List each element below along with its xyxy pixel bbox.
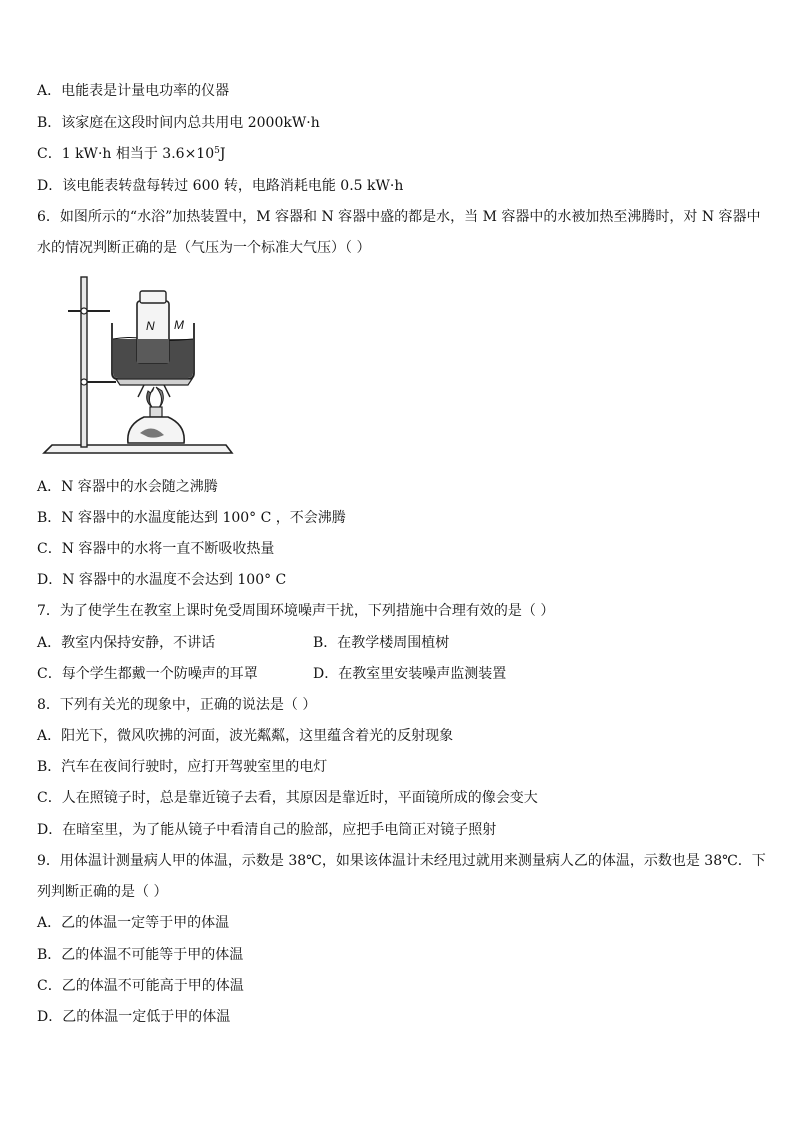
water-bath-apparatus-figure: [40, 275, 236, 465]
q6-option-a: A．N 容器中的水会随之沸腾: [37, 479, 218, 495]
q7-option-a: A．教室内保持安静，不讲话: [37, 635, 216, 651]
q8-option-a: A．阳光下，微风吹拂的河面，波光粼粼，这里蕴含着光的反射现象: [37, 728, 454, 744]
q6-stem-line1: 6．如图所示的“水浴”加热装置中，M 容器和 N 容器中盛的都是水，当 M 容器中的水被加热至沸腾时，对 N 容器中: [37, 209, 761, 225]
q5-option-c: [37, 145, 225, 163]
q5-option-b: B．该家庭在这段时间内总共用电 2000kW·h: [37, 115, 320, 131]
q6-option-b: B．N 容器中的水温度能达到 100° C ，不会沸腾: [37, 510, 346, 526]
q6-option-d: D．N 容器中的水温度不会达到 100° C: [37, 572, 287, 588]
q5-option-c-text: C．1 kW·h 相当于 3.6×10: [37, 146, 215, 162]
q9-stem-line2: 列判断正确的是（ ）: [37, 884, 168, 900]
q8-option-d: D．在暗室里，为了能从镜子中看清自己的脸部，应把手电筒正对镜子照射: [37, 822, 497, 838]
q7-options-row1: [37, 634, 450, 652]
q9-stem-line1: 9．用体温计测量病人甲的体温，示数是 38℃，如果该体温计未经甩过就用来测量病人乙的体温，示数也是 38℃．下: [37, 853, 766, 869]
q5-option-c-unit: J: [219, 146, 226, 162]
figure-label-m: M: [174, 318, 184, 332]
figure-label-n: N: [146, 319, 155, 333]
q8-stem: 8．下列有关光的现象中，正确的说法是（ ）: [37, 697, 317, 713]
q7-stem: 7．为了使学生在教室上课时免受周围环境噪声干扰，下列措施中合理有效的是（ ）: [37, 603, 555, 619]
q7-options-row2: [37, 665, 507, 683]
q9-option-a: A．乙的体温一定等于甲的体温: [37, 915, 230, 931]
q9-option-b: B．乙的体温不可能等于甲的体温: [37, 947, 244, 963]
water-bath-apparatus-drawing: [40, 275, 236, 465]
q5-option-d: D．该电能表转盘每转过 600 转，电路消耗电能 0.5 kW·h: [37, 178, 404, 194]
q7-option-b: B．在教学楼周围植树: [313, 635, 450, 651]
q6-option-c: C．N 容器中的水将一直不断吸收热量: [37, 541, 275, 557]
q7-option-d: D．在教室里安装噪声监测装置: [313, 666, 507, 682]
q7-option-c: C．每个学生都戴一个防噪声的耳罩: [37, 666, 258, 682]
q5-option-a: A．电能表是计量电功率的仪器: [37, 83, 230, 99]
q9-option-c: C．乙的体温不可能高于甲的体温: [37, 978, 244, 994]
q5-option-c-exponent: 5: [214, 146, 220, 156]
q8-option-c: C．人在照镜子时，总是靠近镜子去看，其原因是靠近时，平面镜所成的像会变大: [37, 790, 538, 806]
q6-stem-line2: 水的情况判断正确的是（气压为一个标准大气压）（ ）: [37, 240, 371, 256]
q8-option-b: B．汽车在夜间行驶时，应打开驾驶室里的电灯: [37, 759, 328, 775]
q9-option-d: D．乙的体温一定低于甲的体温: [37, 1009, 231, 1025]
